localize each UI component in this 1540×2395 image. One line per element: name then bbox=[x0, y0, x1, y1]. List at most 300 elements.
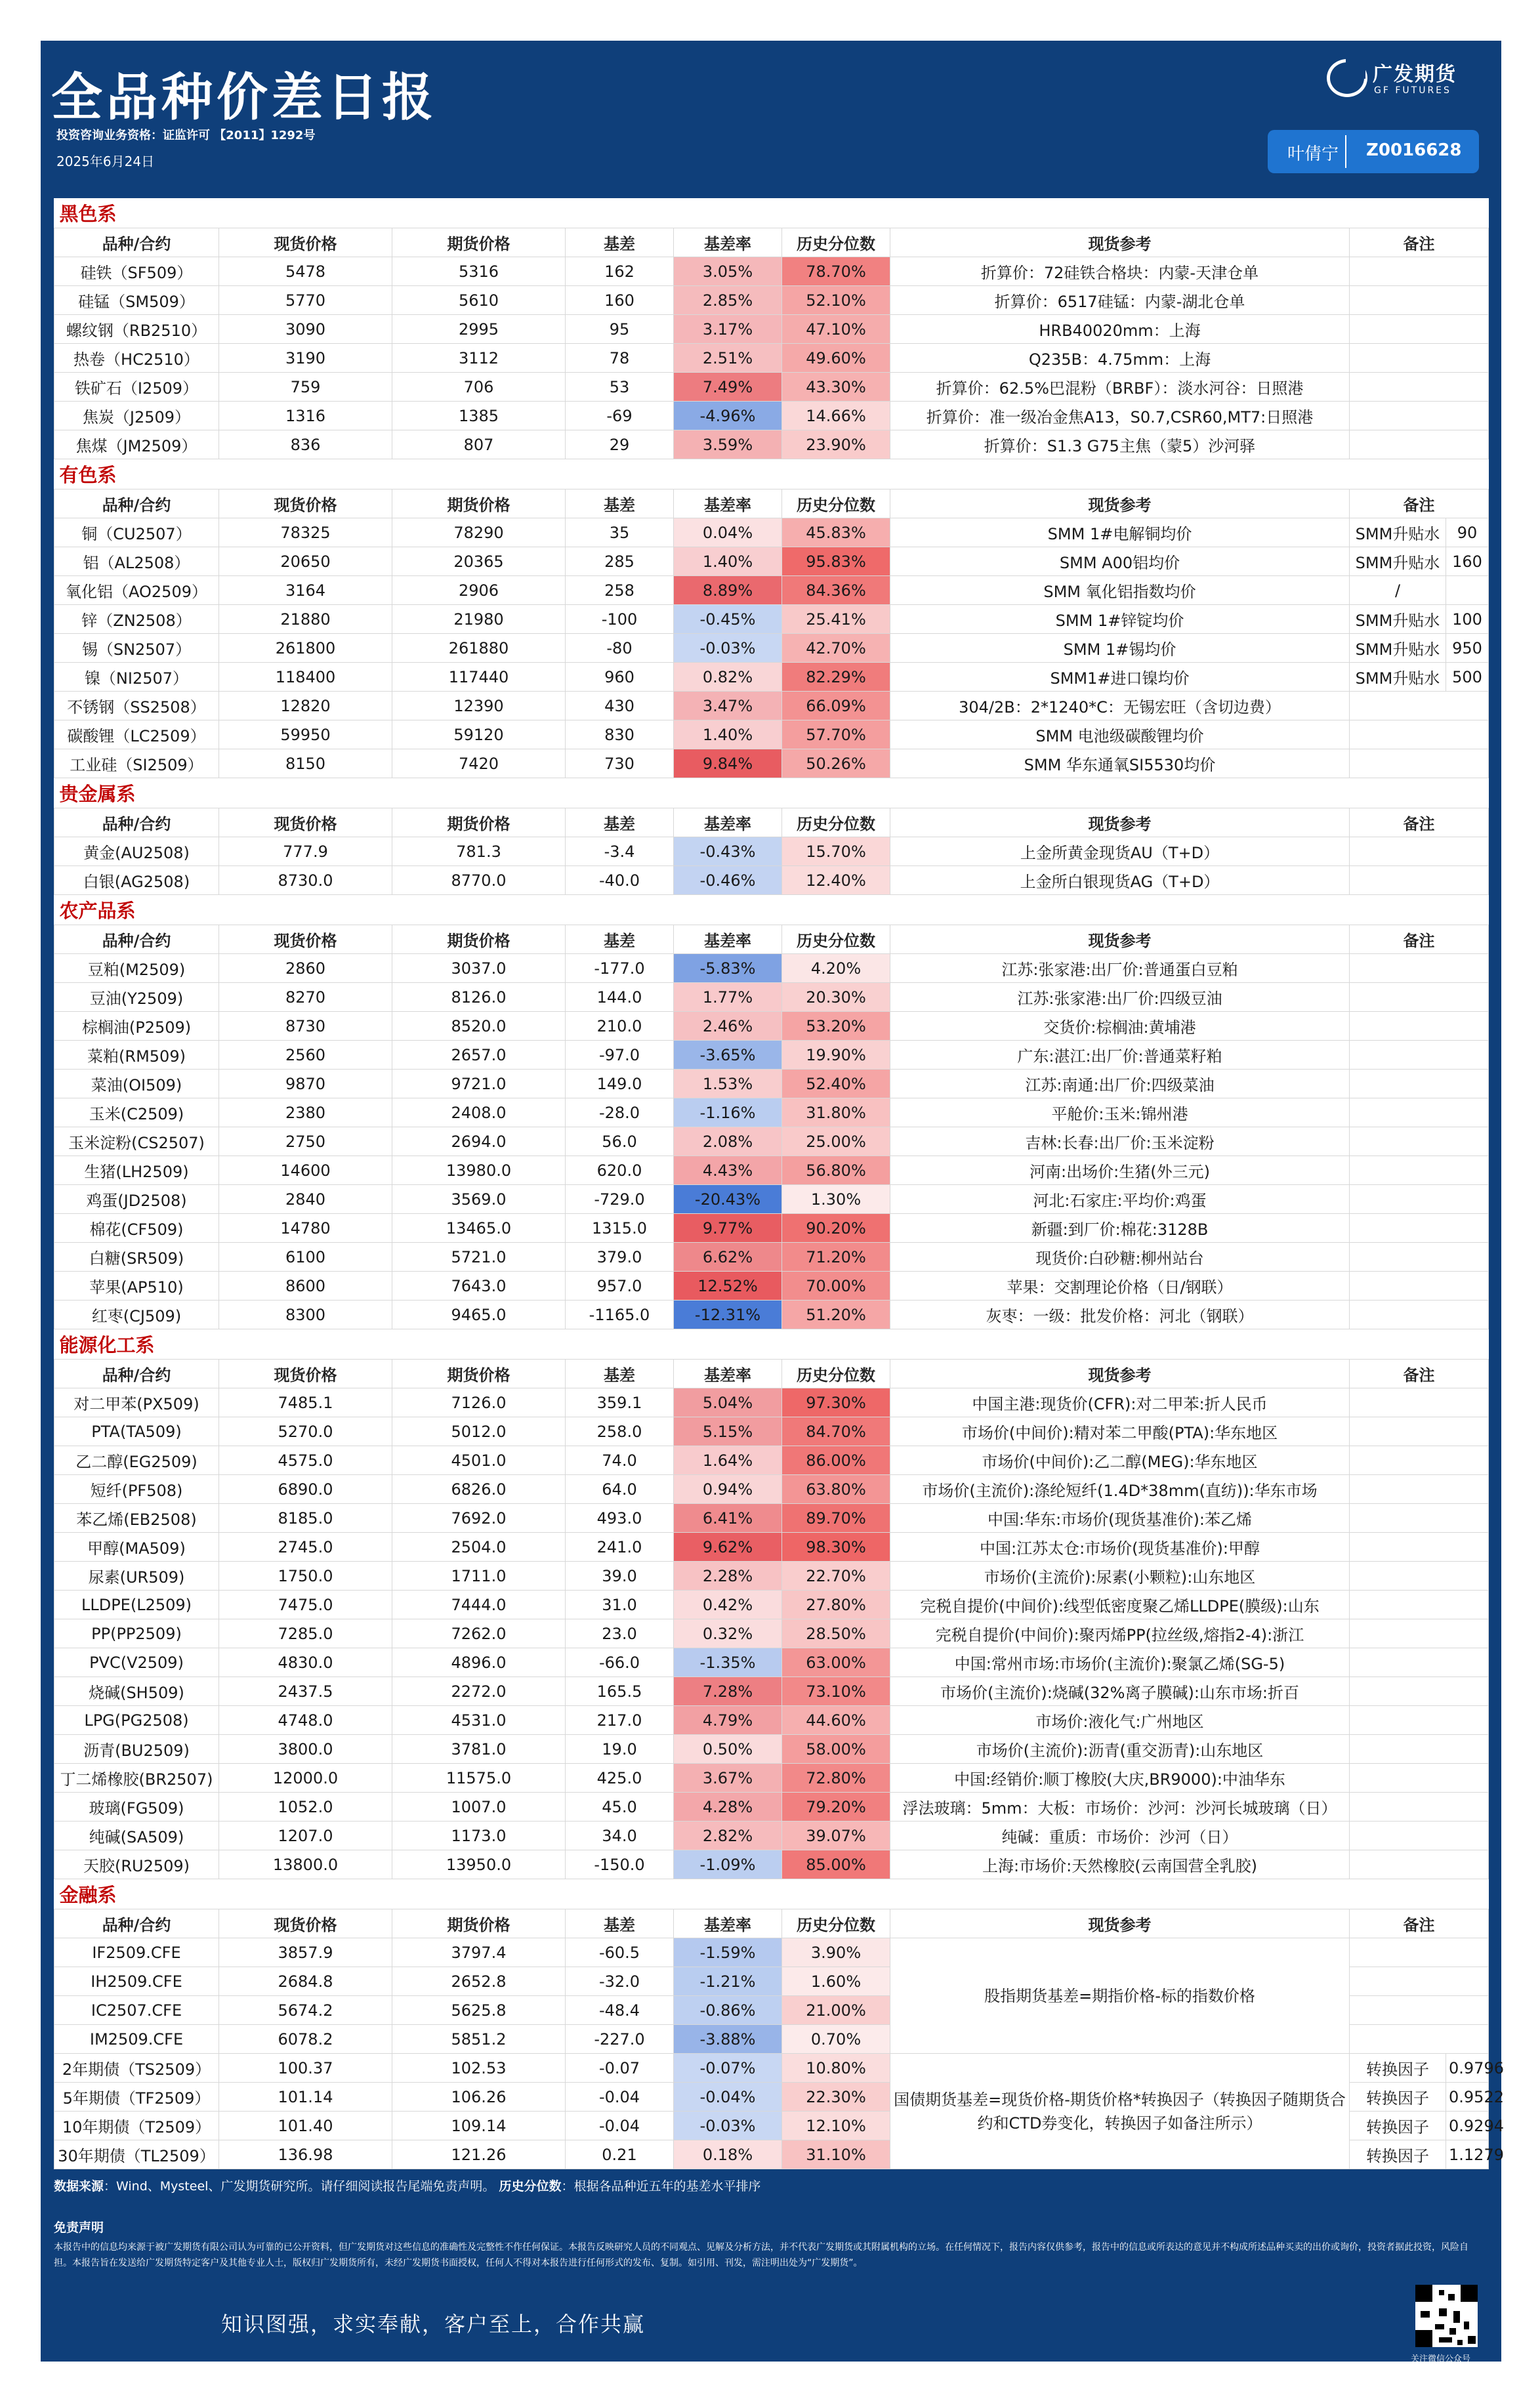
variety-name: 锌（ZN2508） bbox=[54, 605, 219, 634]
futures-price: 5721.0 bbox=[392, 1243, 566, 1272]
spot-reference: HRB40020mm：上海 bbox=[890, 315, 1350, 344]
qr-module bbox=[1439, 2337, 1452, 2343]
basis-rate: -20.43% bbox=[674, 1185, 782, 1214]
source-text: ：Wind、Mysteel、广发期货研究所。请仔细阅读报告尾端免责声明。 bbox=[104, 2179, 495, 2194]
note-value: 90 bbox=[1446, 518, 1489, 547]
note-value: 1.1279 bbox=[1446, 2140, 1489, 2169]
column-header: 历史分位数 bbox=[782, 808, 890, 837]
note-empty bbox=[1350, 1098, 1489, 1127]
note-label: 转换因子 bbox=[1350, 2140, 1446, 2169]
spot-reference: SMM A00铝均价 bbox=[890, 547, 1350, 576]
spot-price: 101.14 bbox=[219, 2083, 392, 2112]
analyst-id: Z0016628 bbox=[1366, 140, 1462, 160]
variety-name: IF2509.CFE bbox=[54, 1938, 219, 1967]
spot-reference: 浮法玻璃：5mm：大板：市场价：沙河：沙河长城玻璃（日） bbox=[890, 1793, 1350, 1822]
basis-rate: 2.46% bbox=[674, 1012, 782, 1041]
basis-value: 35 bbox=[566, 518, 674, 547]
note-empty bbox=[1350, 866, 1489, 895]
variety-name: LLDPE(L2509) bbox=[54, 1591, 219, 1619]
table-row bbox=[54, 315, 1489, 344]
table-row bbox=[54, 1243, 1489, 1272]
basis-rate: 3.59% bbox=[674, 430, 782, 459]
futures-price: 11575.0 bbox=[392, 1764, 566, 1793]
table-row bbox=[54, 1388, 1489, 1417]
table-row bbox=[54, 1793, 1489, 1822]
note-empty bbox=[1350, 1214, 1489, 1243]
qr-module bbox=[1449, 2328, 1456, 2335]
futures-price: 3569.0 bbox=[392, 1185, 566, 1214]
column-header: 基差 bbox=[566, 1909, 674, 1938]
note-empty bbox=[1350, 1475, 1489, 1504]
spot-price: 8300 bbox=[219, 1301, 392, 1329]
historical-percentile: 25.41% bbox=[782, 605, 890, 634]
table-row bbox=[54, 1735, 1489, 1764]
basis-value: 379.0 bbox=[566, 1243, 674, 1272]
note-empty bbox=[1350, 2025, 1489, 2054]
column-header: 基差率 bbox=[674, 228, 782, 257]
qr-module bbox=[1464, 2322, 1469, 2329]
variety-name: 苯乙烯(EB2508) bbox=[54, 1504, 219, 1533]
basis-rate: 1.53% bbox=[674, 1070, 782, 1098]
basis-rate: 2.08% bbox=[674, 1127, 782, 1156]
spot-reference: SMM 1#锡均价 bbox=[890, 634, 1350, 663]
table-row bbox=[54, 1677, 1489, 1706]
historical-percentile: 86.00% bbox=[782, 1446, 890, 1475]
futures-price: 1711.0 bbox=[392, 1562, 566, 1591]
section-title-row bbox=[54, 1329, 1489, 1360]
basis-value: 160 bbox=[566, 286, 674, 315]
table-row bbox=[54, 634, 1489, 663]
historical-percentile: 27.80% bbox=[782, 1591, 890, 1619]
note-empty bbox=[1350, 837, 1489, 866]
column-header: 现货参考 bbox=[890, 808, 1350, 837]
basis-value: 23.0 bbox=[566, 1619, 674, 1648]
spot-reference: 广东:湛江:出厂价:普通菜籽粕 bbox=[890, 1041, 1350, 1070]
historical-percentile: 84.36% bbox=[782, 576, 890, 605]
variety-name: 鸡蛋(JD2508) bbox=[54, 1185, 219, 1214]
basis-rate: -0.07% bbox=[674, 2054, 782, 2083]
variety-name: 工业硅（SI2509） bbox=[54, 749, 219, 778]
basis-value: -60.5 bbox=[566, 1938, 674, 1967]
column-header: 品种/合约 bbox=[54, 808, 219, 837]
basis-rate: 3.67% bbox=[674, 1764, 782, 1793]
basis-value: -28.0 bbox=[566, 1098, 674, 1127]
basis-rate: 7.28% bbox=[674, 1677, 782, 1706]
futures-price: 2504.0 bbox=[392, 1533, 566, 1562]
variety-name: 白糖(SR509) bbox=[54, 1243, 219, 1272]
table-row bbox=[54, 1417, 1489, 1446]
table-row bbox=[54, 1214, 1489, 1243]
note-empty bbox=[1350, 1243, 1489, 1272]
basis-rate: -0.46% bbox=[674, 866, 782, 895]
spot-price: 12820 bbox=[219, 692, 392, 720]
variety-name: 焦炭（J2509） bbox=[54, 402, 219, 430]
table-row bbox=[54, 286, 1489, 315]
variety-name: 焦煤（JM2509） bbox=[54, 430, 219, 459]
spot-price: 8150 bbox=[219, 749, 392, 778]
futures-price: 12390 bbox=[392, 692, 566, 720]
column-header: 现货价格 bbox=[219, 228, 392, 257]
spot-price: 5770 bbox=[219, 286, 392, 315]
historical-percentile: 22.70% bbox=[782, 1562, 890, 1591]
variety-name: 玉米(C2509) bbox=[54, 1098, 219, 1127]
basis-rate: 3.17% bbox=[674, 315, 782, 344]
variety-name: 棉花(CF509) bbox=[54, 1214, 219, 1243]
basis-value: 19.0 bbox=[566, 1735, 674, 1764]
basis-rate: -3.65% bbox=[674, 1041, 782, 1070]
column-header: 基差 bbox=[566, 1360, 674, 1388]
qr-module bbox=[1415, 2330, 1432, 2347]
note-empty bbox=[1350, 720, 1489, 749]
variety-name: 苹果(AP510) bbox=[54, 1272, 219, 1301]
variety-name: 2年期债（TS2509） bbox=[54, 2054, 219, 2083]
variety-name: 10年期债（T2509） bbox=[54, 2112, 219, 2140]
basis-rate: -4.96% bbox=[674, 402, 782, 430]
note-label: SMM升贴水 bbox=[1350, 663, 1446, 692]
basis-rate: 5.15% bbox=[674, 1417, 782, 1446]
variety-name: IH2509.CFE bbox=[54, 1967, 219, 1996]
futures-price: 59120 bbox=[392, 720, 566, 749]
basis-value: 217.0 bbox=[566, 1706, 674, 1735]
column-header: 基差率 bbox=[674, 1360, 782, 1388]
historical-percentile: 98.30% bbox=[782, 1533, 890, 1562]
spot-price: 8270 bbox=[219, 983, 392, 1012]
variety-name: 菜油(OI509) bbox=[54, 1070, 219, 1098]
variety-name: PTA(TA509) bbox=[54, 1417, 219, 1446]
futures-price: 9721.0 bbox=[392, 1070, 566, 1098]
spot-price: 6890.0 bbox=[219, 1475, 392, 1504]
basis-value: -97.0 bbox=[566, 1041, 674, 1070]
spot-reference: 上海:市场价:天然橡胶(云南国营全乳胶) bbox=[890, 1850, 1350, 1879]
table-row bbox=[54, 837, 1489, 866]
table-row bbox=[54, 257, 1489, 286]
column-header: 期货价格 bbox=[392, 925, 566, 954]
basis-rate: 0.42% bbox=[674, 1591, 782, 1619]
note-empty bbox=[1350, 1417, 1489, 1446]
basis-rate: -0.04% bbox=[674, 2083, 782, 2112]
column-header: 现货价格 bbox=[219, 808, 392, 837]
note-empty bbox=[1350, 749, 1489, 778]
spot-price: 5674.2 bbox=[219, 1996, 392, 2025]
basis-value: 78 bbox=[566, 344, 674, 373]
table-row bbox=[54, 2054, 1489, 2083]
column-header: 基差率 bbox=[674, 1909, 782, 1938]
basis-value: 149.0 bbox=[566, 1070, 674, 1098]
table-row bbox=[54, 344, 1489, 373]
report-frame bbox=[41, 41, 1504, 2364]
spot-price: 8730.0 bbox=[219, 866, 392, 895]
license-text: 投资咨询业务资格：证监许可 【2011】1292号 bbox=[56, 129, 316, 142]
note-value: 500 bbox=[1446, 663, 1489, 692]
futures-price: 7126.0 bbox=[392, 1388, 566, 1417]
variety-name: 生猪(LH2509) bbox=[54, 1156, 219, 1185]
variety-name: 甲醇(MA509) bbox=[54, 1533, 219, 1562]
table-row bbox=[54, 605, 1489, 634]
column-header: 历史分位数 bbox=[782, 228, 890, 257]
futures-price: 2272.0 bbox=[392, 1677, 566, 1706]
note-empty bbox=[1350, 1938, 1489, 1967]
table-row bbox=[54, 1591, 1489, 1619]
spot-reference: 中国:华东:市场价(现货基准价):苯乙烯 bbox=[890, 1504, 1350, 1533]
historical-percentile: 31.80% bbox=[782, 1098, 890, 1127]
spot-price: 118400 bbox=[219, 663, 392, 692]
section-title: 金融系 bbox=[54, 1879, 1489, 1909]
table-row bbox=[54, 1185, 1489, 1214]
spot-reference: 吉林:长春:出厂价:玉米淀粉 bbox=[890, 1127, 1350, 1156]
note-empty bbox=[1350, 1850, 1489, 1879]
historical-percentile: 47.10% bbox=[782, 315, 890, 344]
futures-price: 7643.0 bbox=[392, 1272, 566, 1301]
note-empty bbox=[1350, 1533, 1489, 1562]
historical-percentile: 66.09% bbox=[782, 692, 890, 720]
basis-value: -69 bbox=[566, 402, 674, 430]
note-empty bbox=[1350, 1996, 1489, 2025]
variety-name: IC2507.CFE bbox=[54, 1996, 219, 2025]
qr-module bbox=[1421, 2311, 1430, 2318]
futures-price: 106.26 bbox=[392, 2083, 566, 2112]
futures-price: 6826.0 bbox=[392, 1475, 566, 1504]
futures-price: 2657.0 bbox=[392, 1041, 566, 1070]
logo-mark-icon bbox=[1327, 59, 1367, 97]
basis-value: -80 bbox=[566, 634, 674, 663]
basis-table-sheet bbox=[54, 198, 1504, 2169]
spot-price: 4830.0 bbox=[219, 1648, 392, 1677]
spot-reference: 市场价(中间价):精对苯二甲酸(PTA):华东地区 bbox=[890, 1417, 1350, 1446]
basis-value: 285 bbox=[566, 547, 674, 576]
historical-percentile: 20.30% bbox=[782, 983, 890, 1012]
spot-price: 2745.0 bbox=[219, 1533, 392, 1562]
historical-percentile: 22.30% bbox=[782, 2083, 890, 2112]
basis-value: 1315.0 bbox=[566, 1214, 674, 1243]
slogan: 知识图强，求实奉献，客户至上，合作共赢 bbox=[221, 2312, 646, 2337]
note-empty bbox=[1350, 1677, 1489, 1706]
basis-value: -3.4 bbox=[566, 837, 674, 866]
basis-rate: 5.04% bbox=[674, 1388, 782, 1417]
basis-value: 31.0 bbox=[566, 1591, 674, 1619]
note-empty bbox=[1350, 286, 1489, 315]
variety-name: PP(PP2509) bbox=[54, 1619, 219, 1648]
basis-rate: 9.62% bbox=[674, 1533, 782, 1562]
historical-percentile: 57.70% bbox=[782, 720, 890, 749]
column-header: 现货价格 bbox=[219, 1909, 392, 1938]
spot-reference: 纯碱：重质：市场价：沙河（日） bbox=[890, 1822, 1350, 1850]
column-header: 现货价格 bbox=[219, 925, 392, 954]
qr-module bbox=[1415, 2285, 1432, 2302]
note-empty bbox=[1350, 344, 1489, 373]
futures-price: 4501.0 bbox=[392, 1446, 566, 1475]
variety-name: 5年期债（TF2509） bbox=[54, 2083, 219, 2112]
table-row bbox=[54, 518, 1489, 547]
variety-name: 30年期债（TL2509） bbox=[54, 2140, 219, 2169]
column-header: 备注 bbox=[1350, 925, 1489, 954]
basis-rate: 2.28% bbox=[674, 1562, 782, 1591]
table-row bbox=[54, 1041, 1489, 1070]
variety-name: 烧碱(SH509) bbox=[54, 1677, 219, 1706]
note-empty bbox=[1350, 1967, 1489, 1996]
spot-reference: 市场价(中间价):乙二醇(MEG):华东地区 bbox=[890, 1446, 1350, 1475]
historical-percentile: 51.20% bbox=[782, 1301, 890, 1329]
spot-price: 101.40 bbox=[219, 2112, 392, 2140]
gf-futures-logo bbox=[1327, 55, 1478, 101]
section-title: 黑色系 bbox=[54, 198, 1489, 228]
table-row bbox=[54, 1648, 1489, 1677]
table-row bbox=[54, 547, 1489, 576]
note-label: 转换因子 bbox=[1350, 2112, 1446, 2140]
column-header: 基差 bbox=[566, 925, 674, 954]
column-header: 期货价格 bbox=[392, 489, 566, 518]
historical-percentile: 82.29% bbox=[782, 663, 890, 692]
futures-price: 7420 bbox=[392, 749, 566, 778]
table-row bbox=[54, 1706, 1489, 1735]
spot-price: 3164 bbox=[219, 576, 392, 605]
variety-name: LPG(PG2508) bbox=[54, 1706, 219, 1735]
spot-price: 9870 bbox=[219, 1070, 392, 1098]
variety-name: IM2509.CFE bbox=[54, 2025, 219, 2054]
note-label: 转换因子 bbox=[1350, 2054, 1446, 2083]
historical-percentile: 78.70% bbox=[782, 257, 890, 286]
futures-price: 5316 bbox=[392, 257, 566, 286]
note-empty bbox=[1350, 1735, 1489, 1764]
spot-price: 12000.0 bbox=[219, 1764, 392, 1793]
spot-reference: 市场价(主流价):尿素(小颗粒):山东地区 bbox=[890, 1562, 1350, 1591]
column-header: 历史分位数 bbox=[782, 489, 890, 518]
note-empty bbox=[1350, 1156, 1489, 1185]
note-empty bbox=[1350, 1446, 1489, 1475]
column-header: 历史分位数 bbox=[782, 925, 890, 954]
basis-value: -100 bbox=[566, 605, 674, 634]
spot-price: 1052.0 bbox=[219, 1793, 392, 1822]
futures-price: 781.3 bbox=[392, 837, 566, 866]
basis-rate: 0.32% bbox=[674, 1619, 782, 1648]
historical-percentile: 3.90% bbox=[782, 1938, 890, 1967]
note-empty bbox=[1350, 1619, 1489, 1648]
spot-reference: 完税自提价(中间价):线型低密度聚乙烯LLDPE(膜级):山东 bbox=[890, 1591, 1350, 1619]
variety-name: 锡（SN2507） bbox=[54, 634, 219, 663]
qr-module bbox=[1448, 2294, 1455, 2301]
note-empty bbox=[1350, 430, 1489, 459]
note-label: / bbox=[1350, 576, 1446, 605]
historical-percentile: 28.50% bbox=[782, 1619, 890, 1648]
basis-table bbox=[54, 198, 1504, 2169]
futures-price: 21980 bbox=[392, 605, 566, 634]
section-title: 有色系 bbox=[54, 459, 1489, 489]
table-row bbox=[54, 1619, 1489, 1648]
qr-module bbox=[1435, 2324, 1444, 2329]
spot-reference: 河北:石家庄:平均价:鸡蛋 bbox=[890, 1185, 1350, 1214]
note-empty bbox=[1350, 1591, 1489, 1619]
historical-percentile: 63.80% bbox=[782, 1475, 890, 1504]
basis-rate: 1.64% bbox=[674, 1446, 782, 1475]
section-title-row bbox=[54, 895, 1489, 925]
logo-cn: 广发期货 bbox=[1373, 63, 1457, 86]
basis-rate: 7.49% bbox=[674, 373, 782, 402]
historical-percentile: 56.80% bbox=[782, 1156, 890, 1185]
variety-name: 碳酸锂（LC2509） bbox=[54, 720, 219, 749]
futures-price: 7692.0 bbox=[392, 1504, 566, 1533]
historical-percentile: 72.80% bbox=[782, 1764, 890, 1793]
basis-value: 162 bbox=[566, 257, 674, 286]
spot-price: 78325 bbox=[219, 518, 392, 547]
basis-rate: 9.77% bbox=[674, 1214, 782, 1243]
historical-percentile: 79.20% bbox=[782, 1793, 890, 1822]
basis-rate: 8.89% bbox=[674, 576, 782, 605]
note-empty bbox=[1350, 1070, 1489, 1098]
pct-label: 历史分位数 bbox=[499, 2179, 562, 2194]
basis-value: 493.0 bbox=[566, 1504, 674, 1533]
note-value: 0.9796 bbox=[1446, 2054, 1489, 2083]
basis-value: 45.0 bbox=[566, 1793, 674, 1822]
basis-rate: -1.21% bbox=[674, 1967, 782, 1996]
variety-name: 沥青(BU2509) bbox=[54, 1735, 219, 1764]
spot-price: 4748.0 bbox=[219, 1706, 392, 1735]
table-row bbox=[54, 1272, 1489, 1301]
spot-price: 2437.5 bbox=[219, 1677, 392, 1706]
column-header: 历史分位数 bbox=[782, 1909, 890, 1938]
table-row bbox=[54, 866, 1489, 895]
variety-name: 菜粕(RM509) bbox=[54, 1041, 219, 1070]
historical-percentile: 71.20% bbox=[782, 1243, 890, 1272]
section-title-row bbox=[54, 459, 1489, 489]
table-row bbox=[54, 749, 1489, 778]
note-empty bbox=[1350, 1012, 1489, 1041]
historical-percentile: 10.80% bbox=[782, 2054, 890, 2083]
spot-reference: 河南:出场价:生猪(外三元) bbox=[890, 1156, 1350, 1185]
spot-price: 7475.0 bbox=[219, 1591, 392, 1619]
basis-rate: -1.35% bbox=[674, 1648, 782, 1677]
variety-name: 棕榈油(P2509) bbox=[54, 1012, 219, 1041]
basis-value: 0.21 bbox=[566, 2140, 674, 2169]
spot-price: 5478 bbox=[219, 257, 392, 286]
column-header: 现货参考 bbox=[890, 1360, 1350, 1388]
spot-reference: 折算价：S1.3 G75主焦（蒙5）沙河驿 bbox=[890, 430, 1350, 459]
note-empty bbox=[1350, 1272, 1489, 1301]
disclaimer-title: 免责声明 bbox=[54, 2220, 104, 2235]
note-empty bbox=[1350, 692, 1489, 720]
spot-reference: 中国:常州市场:市场价(主流价):聚氯乙烯(SG-5) bbox=[890, 1648, 1350, 1677]
table-header-row bbox=[54, 808, 1489, 837]
basis-rate: 6.62% bbox=[674, 1243, 782, 1272]
historical-percentile: 23.90% bbox=[782, 430, 890, 459]
section-title: 能源化工系 bbox=[54, 1329, 1489, 1360]
basis-rate: 1.40% bbox=[674, 720, 782, 749]
table-row bbox=[54, 1475, 1489, 1504]
historical-percentile: 21.00% bbox=[782, 1996, 890, 2025]
disclaimer bbox=[54, 2218, 1488, 2271]
futures-price: 807 bbox=[392, 430, 566, 459]
basis-value: 241.0 bbox=[566, 1533, 674, 1562]
table-row bbox=[54, 1098, 1489, 1127]
column-header: 现货价格 bbox=[219, 1360, 392, 1388]
column-header: 基差 bbox=[566, 489, 674, 518]
basis-rate: 0.94% bbox=[674, 1475, 782, 1504]
futures-price: 3037.0 bbox=[392, 954, 566, 983]
futures-price: 121.26 bbox=[392, 2140, 566, 2169]
spot-price: 8730 bbox=[219, 1012, 392, 1041]
basis-value: 95 bbox=[566, 315, 674, 344]
column-header: 基差 bbox=[566, 228, 674, 257]
note-empty bbox=[1350, 1127, 1489, 1156]
spot-price: 1750.0 bbox=[219, 1562, 392, 1591]
column-header: 备注 bbox=[1350, 808, 1489, 837]
basis-rate: -3.88% bbox=[674, 2025, 782, 2054]
variety-name: 丁二烯橡胶(BR2507) bbox=[54, 1764, 219, 1793]
column-header: 期货价格 bbox=[392, 808, 566, 837]
analyst-separator bbox=[1345, 135, 1346, 168]
historical-percentile: 19.90% bbox=[782, 1041, 890, 1070]
variety-name: 玉米淀粉(CS2507) bbox=[54, 1127, 219, 1156]
variety-name: 天胶(RU2509) bbox=[54, 1850, 219, 1879]
basis-value: 64.0 bbox=[566, 1475, 674, 1504]
